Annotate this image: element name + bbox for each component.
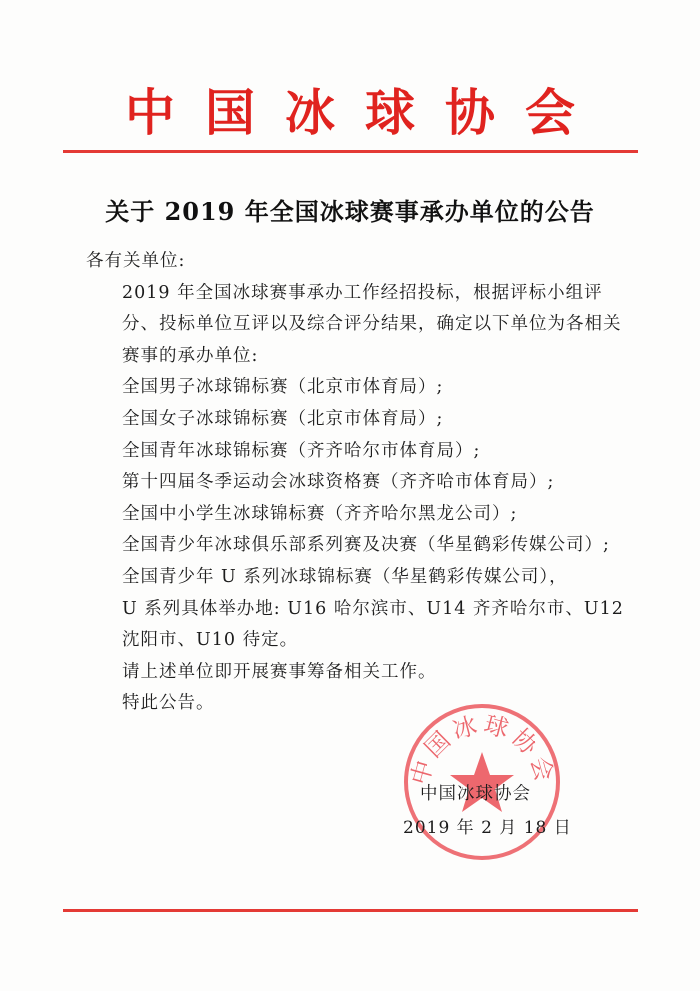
footer-divider (63, 909, 638, 912)
letterhead-divider (63, 150, 638, 153)
event-item: 全国青少年冰球俱乐部系列赛及决赛（华星鹤彩传媒公司）; (122, 535, 610, 556)
event-item: 全国青少年 U 系列冰球锦标赛（华星鹤彩传媒公司）， (122, 566, 568, 587)
request-paragraph: 请上述单位即开展赛事筹备相关工作。 (122, 661, 437, 682)
signature-date: 2019 年 2 月 18 日 (403, 818, 572, 838)
salutation: 各有关单位: (86, 251, 186, 271)
closing-line: 特此公告。 (122, 693, 215, 714)
event-item: 全国男子冰球锦标赛（北京市体育局）; (122, 377, 444, 398)
event-item: 全国青年冰球锦标赛（齐齐哈尔市体育局）; (122, 440, 481, 461)
document-body (86, 246, 626, 720)
letterhead-org-name: 中国冰球协会 (125, 83, 605, 142)
venue-note: U 系列具体举办地: U16 哈尔滨市、U14 齐齐哈尔市、U12 沈阳市、U10 待定。 (122, 598, 624, 651)
event-item: 第十四届冬季运动会冰球资格赛（齐齐哈市体育局）; (122, 472, 555, 493)
signature-org: 中国冰球协会 (420, 784, 531, 804)
event-item: 全国女子冰球锦标赛（北京市体育局）; (122, 408, 444, 429)
event-item: 全国中小学生冰球锦标赛（齐齐哈尔黑龙公司）; (122, 503, 518, 524)
document-title: 关于 2019 年全国冰球赛事承办单位的公告 (105, 197, 595, 226)
seal-text: 中国冰球协会 (405, 710, 560, 789)
intro-paragraph: 2019 年全国冰球赛事承办工作经招投标，根据评标小组评分、投标单位互评以及综合评分结果，确定以下单位为各相关赛事的承办单位: (122, 282, 622, 366)
